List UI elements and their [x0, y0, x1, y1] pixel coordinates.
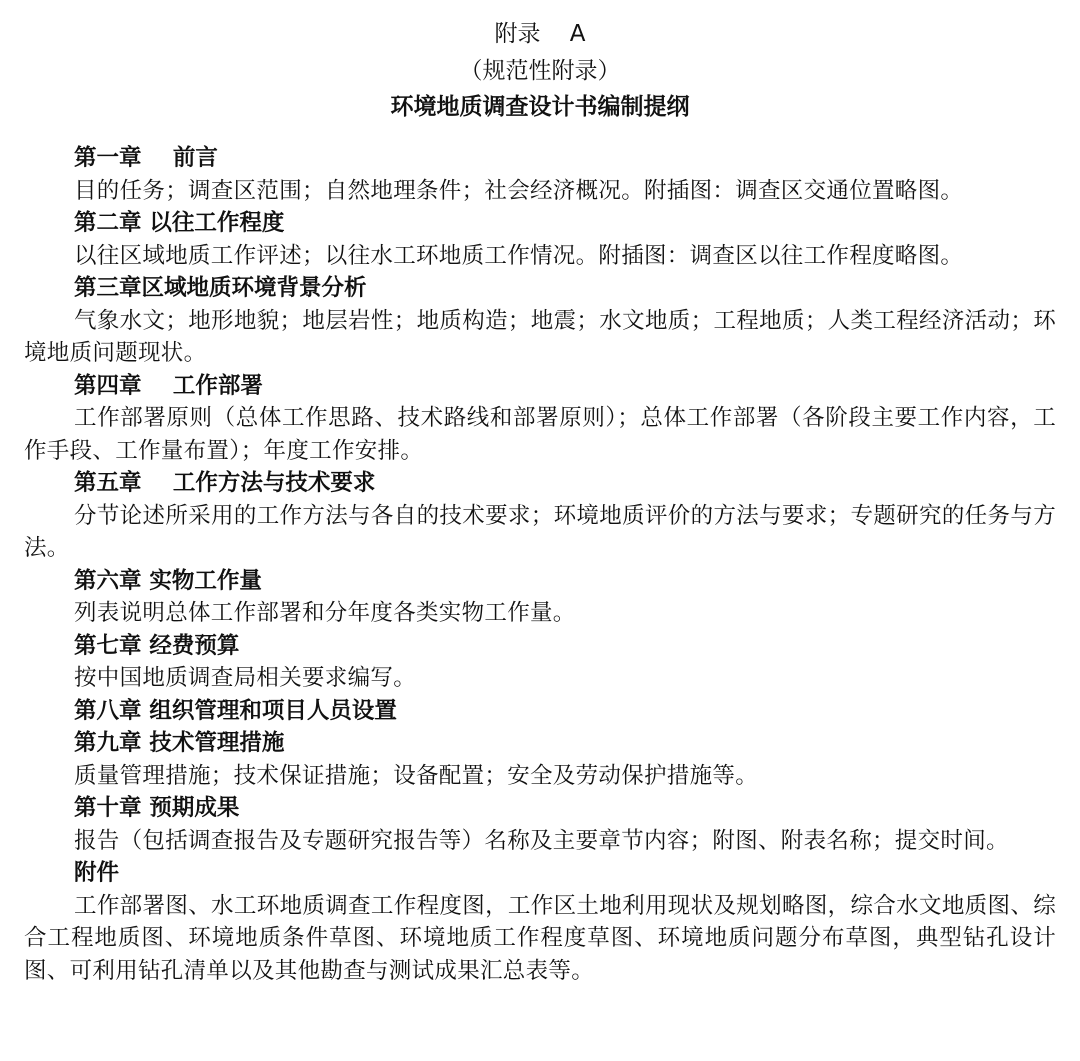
chapter-5: [24, 467, 1056, 565]
chapter-body: 工作部署原则（总体工作思路、技术路线和部署原则）；总体工作部署（各阶段主要工作内容，工作手段、工作量布置）；年度工作安排。: [24, 405, 1056, 464]
chapter-heading: 第七章 经费预算: [74, 632, 240, 659]
chapter-1: [24, 142, 1056, 207]
chapter-9: [24, 727, 1056, 792]
chapter-heading: 第六章 实物工作量: [74, 567, 262, 594]
chapter-heading: 第三章区域地质环境背景分析: [74, 275, 367, 301]
chapter-heading: 第八章 组织管理和项目人员设置: [74, 697, 397, 724]
chapter-body: 目的任务；调查区范围；自然地理条件；社会经济概况。附插图：调查区交通位置略图。: [74, 177, 964, 204]
chapter-heading: 第九章 技术管理措施: [74, 730, 285, 756]
attachments-section: [24, 857, 1056, 987]
title-spacer: [24, 125, 1056, 142]
chapter-4: [24, 370, 1056, 468]
chapter-body: 列表说明总体工作部署和分年度各类实物工作量。: [74, 600, 576, 626]
annex-type: （规范性附录）: [459, 58, 621, 84]
chapter-body: 报告（包括调查报告及专题研究报告等）名称及主要章节内容；附图、附表名称；提交时间。: [74, 827, 1009, 854]
chapter-body: 按中国地质调查局相关要求编写。: [74, 665, 417, 691]
chapter-heading: 第十章 预期成果: [74, 795, 240, 821]
chapter-8: [24, 695, 1056, 728]
attachments-body: 工作部署图、水工环地质调查工作程度图，工作区土地利用现状及规划略图，综合水文地质图、综合工程地质图、环境地质条件草图、环境地质工作程度草图、环境地质问题分布草图，典型钻孔设计图、可利用钻孔清单以及其他勘查与测试成果汇总表等。: [24, 892, 1056, 984]
chapter-body: 质量管理措施；技术保证措施；设备配置；安全及劳动保护措施等。: [74, 762, 759, 789]
chapter-2: [24, 207, 1056, 272]
chapter-3: [24, 272, 1056, 370]
annex-label: 附录 A: [494, 21, 586, 47]
chapter-heading: 第一章 前言: [74, 145, 218, 171]
chapter-body: 气象水文；地形地貌；地层岩性；地质构造；地震；水文地质；工程地质；人类工程经济活动；环境地质问题现状。: [24, 307, 1056, 366]
chapter-heading: 第四章 工作部署: [74, 372, 263, 399]
chapter-10: [24, 792, 1056, 857]
chapter-heading: 第二章 以往工作程度: [74, 210, 285, 236]
chapter-body: 以往区域地质工作评述；以往水工环地质工作情况。附插图：调查区以往工作程度略图。: [74, 242, 964, 269]
chapter-7: [24, 630, 1056, 695]
chapter-heading: 第五章 工作方法与技术要求: [74, 470, 376, 496]
attachments-heading: 附件: [74, 860, 120, 886]
document-title: 环境地质调查设计书编制提纲: [390, 94, 690, 120]
chapter-6: [24, 565, 1056, 630]
chapter-body: 分节论述所采用的工作方法与各自的技术要求；环境地质评价的方法与要求；专题研究的任务与方法。: [24, 502, 1056, 561]
